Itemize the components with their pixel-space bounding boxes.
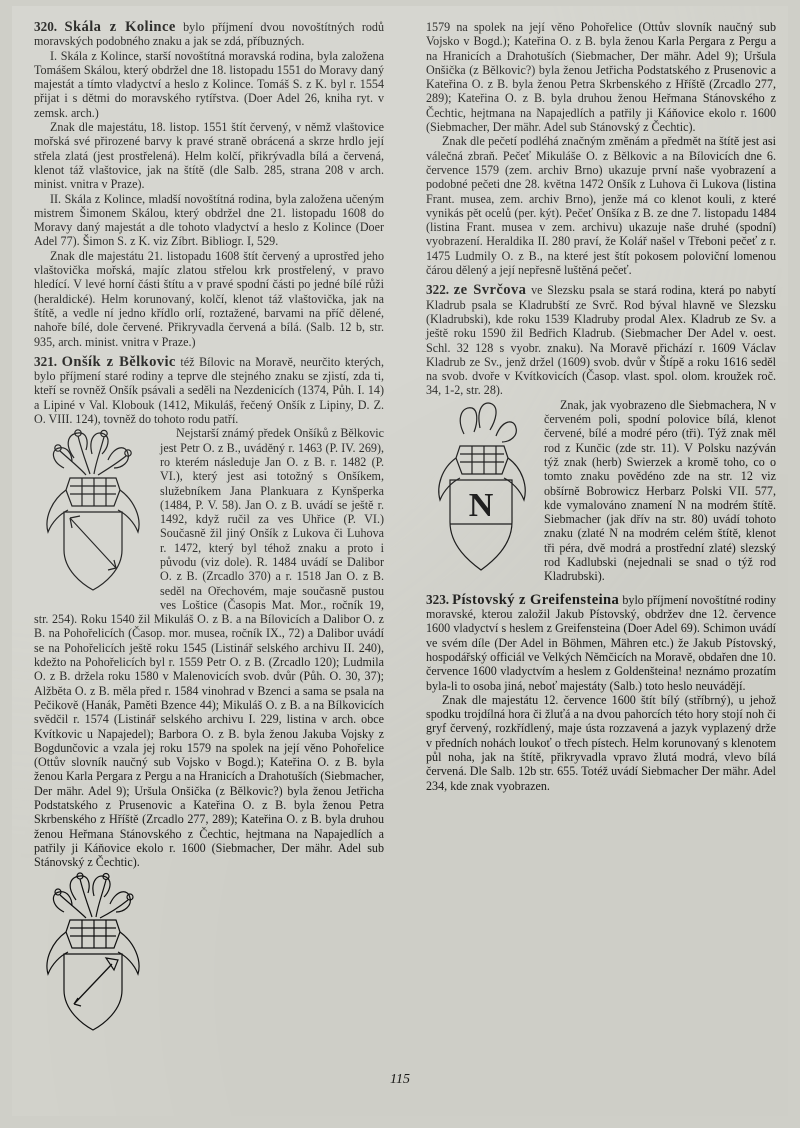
entry-320-para-3: II. Skála z Kolince, mladší novoštítná rodina, byla založena učeným mistrem Šimonem Skálou, který obdržel dne 21. listopadu 1608 do Moravy daný majestát a dle tohoto vladyctví a heslo z Kolince (Doer Adel 77). Šimon S. z K. viz Zíbrt. Bibliogr. I, 529. xyxy=(34,191,384,249)
entry-intro: bylo příjmení novoštítné rodiny moravské, kterou založil Jakub Pístovský, obdržev dne 12. července 1600 vladyctví s heslem z Greifensteina (Doer Adel 69). Schimon uvádí ve svém díle (Der Adel in Böhmen, Mähren etc.) že Jakub Pístovský, hospodářský officiál ve Velkých Němčicích na Moravě, obdařen dne 10. července 1600 vladyctvím a heslem z Goldenšteina! neznámo prozatím byla-li to osoba jiná, neboť majestáty (Salb.) toto heslo neuvádějí. xyxy=(426,592,776,693)
coat-of-arms-svrcov-icon xyxy=(426,400,536,585)
entry-intro: též Bílovic na Moravě, neurčito kterých, bylo příjmení staré rodiny a teprve dle stejného znaku se zjistí, zda ti, kteří se rovněž Onšík psávali a seděli na Nezdenicích (1374, Půh. I. 14) a Lipiné v Val. Klobouk (1412, Mikuláš, řečený Onšík z Lipiny, D. Z. O. VIII. 124), tovněž do tohoto rodu patří. xyxy=(34,354,384,427)
entry-320-para-2: Znak dle majestátu, 18. listop. 1551 štít červený, v němž vlaštovice mořská své přirozené barvy k pravé straně obrácená a skrze hrdlo její střela zlatá (jest prostřelená). Helm kolčí, přikrývadla bílá a červená, klenot táž vlaštovice, jak na štítě (dle Salb. 285, strana 208 v arch. minist. vnitra v Praze). xyxy=(34,120,384,192)
entry-number: 322. xyxy=(426,282,450,298)
entry-320 xyxy=(34,20,384,349)
coat-of-arms-onsik-1-figure xyxy=(34,428,152,603)
coat-of-arms-onsik-1-icon xyxy=(34,428,152,603)
entry-320-para-4: Znak dle majestátu 21. listopadu 1608 štít červený a uprostřed jeho vlaštovička mořská, majíc zlatou střelou krk prostřelený, v pravo hledící. V levé horní části štítu a v pravé spodní části po jedné bílé růži (heraldické). Helm korunovaný, kolčí, klenot táž vlaštovička, jak na štítě, a vedle ní jedno křídlo orlí, roztažené, barvami na příč dělené, nahoře bílé, dole červené. Přikryvadla červená a bílá. (Salb. 12 b, str. 935, arch. minist. vnitra v Praze.) xyxy=(34,248,384,349)
column-right xyxy=(426,20,776,795)
entry-320-para-1: I. Skála z Kolince, starší novoštítná moravská rodina, byla založena Tomášem Skálou, který obdržel dne 18. listopadu 1551 do Moravy daný majestát a tímto vladyctví a heslo z Kolince. Tomáš S. z K. byl r. 1554 přijat i s dětmi do moravského rytířstva. (Doer Adel 26, kniha ryt. v zemsk. arch.) xyxy=(34,48,384,120)
entry-321 xyxy=(34,355,384,1044)
entry-321-continued: 1579 na spolek na její věno Pohořelice (Ottův slovník naučný sub Vojsko v Bogd.); Kateřina O. z B. byla ženou Karla Pergara z Pergu a na Hranicích a Drahotuších (Siebmacher, Der mähr. Adel 9); Uršula Onšička (z Bělkovic?) byla ženou Jetřicha Podstatského z Prusenovic a Kateřina O. z B. byla ženou Petra Skrbenského z Hříště (Zrcadlo 277, 289); Kateřina O. z B. byla druhou ženou Heřmana Stánovského z Čechtic, hejtmana na Napajedlích a patřily ji Káňovice ekolo r. 1600 (Siebmacher, Der mähr. Adel sub Stánovský z Čechtic). xyxy=(426,20,776,135)
entry-323-para-1: Znak dle majestátu 12. července 1600 štít bílý (stříbrný), u jehož spodku trojdílná hora či žluťá a na dvou pahorcích této hory stojí noh či gryf červený, rozkřídlený, maje ústa rozzavená a jazyk vyplazený drže v předních nohách loukoť o třech pístech. Helm korunovaný s klenotem půl noha, jak na štítě, přikryvadla vpravo žlutá modrá, vlevo bílá červená. Dle Salb. 12b str. 655. Totéž uvádí Siebmacher Der mähr. Adel 234, kde znak vyobrazen. xyxy=(426,692,776,793)
entry-321-para-2: Znak dle pečetí podléhá značným změnám a předmět na štítě jest asi válečná zbraň. Pečeť Mikuláše O. z Bělkovic a na Bílovicích dne 6. července 1579 (zem. archiv Brno) ukazuje první naše vyobrazení a podobné pečeti dne 28. května 1472 Onšík z Luhova či Lukova (listina Frant. musea, zem. archiv Brno), jenže má co klenot kouli, z které vynikás pět ocelů (per. kýt). Pečeť Onšíka z B. ze dne 7. listopadu 1484 (listina Frant. musea v zem. archivu) ukazuje naše druhé (spodní) vyobrazení. Heraldika II. 280 praví, že Kolář našel v Třeboni pečeť z r. 1475 Ludmily O. z B., na které jest štít pokosem poloviční lomenou čárou dělený a její nepřesně luštěná pečeť. xyxy=(426,134,776,278)
coat-of-arms-onsik-2-figure xyxy=(34,872,152,1042)
entry-number: 321. xyxy=(34,353,58,369)
column-left xyxy=(34,20,384,1046)
entry-number: 320. xyxy=(34,19,58,34)
entry-323 xyxy=(426,593,776,793)
entry-322-para-1: Znak, jak vyobrazeno dle Siebmachera, N v červeném poli, spodní polovice bílá, klenot červené, bílé a modré péro (tři). Týž znak měl rod z Kunčic (zde str. 11). V Polsku nazýván týž znak (herb) Swierzek a kromě toho, co o tomto znaku povědéno zde na str. 12 viz obšírně Bobrowicz Herbarz Polski VII. 577, kde vymalováno znamení N na modrém štítě. Siebmacher (jak dřív na str. 80) uvádí tohoto znaku (zlaté N na modrém celém štítě, klenot tři péra, dvě modrá a prostřední zlaté) slezský rod Kadlubski (nejednali se snad o týž rod Kladrubski). xyxy=(544,397,776,584)
entry-322 xyxy=(426,283,776,586)
paper-surface xyxy=(12,6,788,1116)
entry-number: 323. xyxy=(426,591,450,607)
coat-of-arms-onsik-2-icon xyxy=(34,872,152,1042)
entry-title: Pístovský z Greifensteina xyxy=(452,591,620,608)
entry-title: ze Svrčova xyxy=(453,282,527,299)
entry-title: Skála z Kolince xyxy=(64,19,176,35)
shield-letter-n: N xyxy=(468,486,494,524)
entry-321-para-1: Nejstarší známý předek Onšíků z Bělkovic jest Petr O. z B., uváděný r. 1463 (P. IV. 269), ro kterém následuje Jan O. z B. r. 1482 (P. VI.), který jest asi totožný s Onšíkem, služebníkem Jana Plankuara z Kynšperka (1484, P. V. 58). Jan O. z B. uvádí se ještě r. 1492, když ručil za ves Uhřice (P. VI.) Současně žil jiný Onšík z Lukova či Luhova r. 1472, který byl téhož znaku a proto i původu (viz dole). R. 1484 uvádí se Dalibor O. z B. (Zrcadlo 370) a r. 1518 Jan O. z B. seděl na Ořechovém, maje současně pustou ves Loštice (Časopis Mat. Mor., ročník 19, str. 254). Roku 1540 žil Mikuláš O. z B. a na Bílovicích a Dalibor O. z B. na Pohořelicích (Časop. mor. musea, ročník IX., 72) a Dalibor uvádí se na Pohořelicích ještě roku 1545 (Listinář selského archivu II. 240), kdežto na Pohořelicích byl r. 1559 Petr O. z B. (Zrcadlo 120); Ludmila O. z B. držela roku 1580 v Malenovicích svob. dvůr (Půh. O. 30, 37); Alžběta O. z B. měla před r. 1584 vinohrad v Bzenci a sama se psala na Pečikově (Hanák, Paměti Bzence 44); Mikuláš O. z B. a na Bílkovicích svědčil r. 1574 (Listinář selského archivu I. 229, listina v arch. obce Kvítkovic u Napajedel); Barbora O. z B. byla ženou Jakuba Vojsky z Bogdunčovic a vzala jej roku 1579 na spolek na její věno Pohořelice (Ottův slovník naučný sub Vojsko v Bogd.); Kateřina O. z B. byla ženou Karla Pergara z Pergu a na Hranicích a Drahotuších (Siebmacher, Der mähr. Adel 9); Uršula Onšička (z Bělkovic?) byla ženou Jetřicha Podstatského z Prusenovic a Kateřina O. z B. byla ženou Petra Skrbenského z Hříště (Zrcadlo 277, 289); Kateřina O. z B. byla druhou ženou Heřmana Stánovského z Čechtic, hejtmana na Napajedlích a patřily ji Káňovice ekolo r. 1600 (Siebmacher, Der mähr. Adel sub Stánovský z Čechtic). xyxy=(34,426,384,870)
two-column-layout xyxy=(34,20,776,1060)
entry-intro: bylo příjmení dvou novoštítných rodů moravských podobného znaku a jak se zdá, příbuzných. xyxy=(34,20,385,49)
coat-of-arms-svrcov-figure xyxy=(426,400,536,585)
entry-intro: ve Slezsku psala se stará rodina, která po nabytí Kladrub psala se Kladrubští ze Svrč. Rod býval hlavně ve Slezsku (Kladrubski), kde roku 1539 Kladruby prodal Alex. Kladrub ze Sv. a ještě roku 1590 žil Bedřich Kladrub. (Siebmacher Der Adel v. oest. Schl. 32 128 s vyobr. znaku). Na Moravě přichází r. 1609 Václav Kladrub ze Sv., jenž držel (1609) svob. dvůr v Štípě a roku 1616 seděl na svob. dvoře v Kvítkovicích (Časop. vlast. spol. olom. kroužek roč. 34, 1-2, str. 28). xyxy=(426,283,776,398)
page-number: 115 xyxy=(390,1072,410,1087)
entry-title: Onšík z Bělkovic xyxy=(61,353,176,370)
